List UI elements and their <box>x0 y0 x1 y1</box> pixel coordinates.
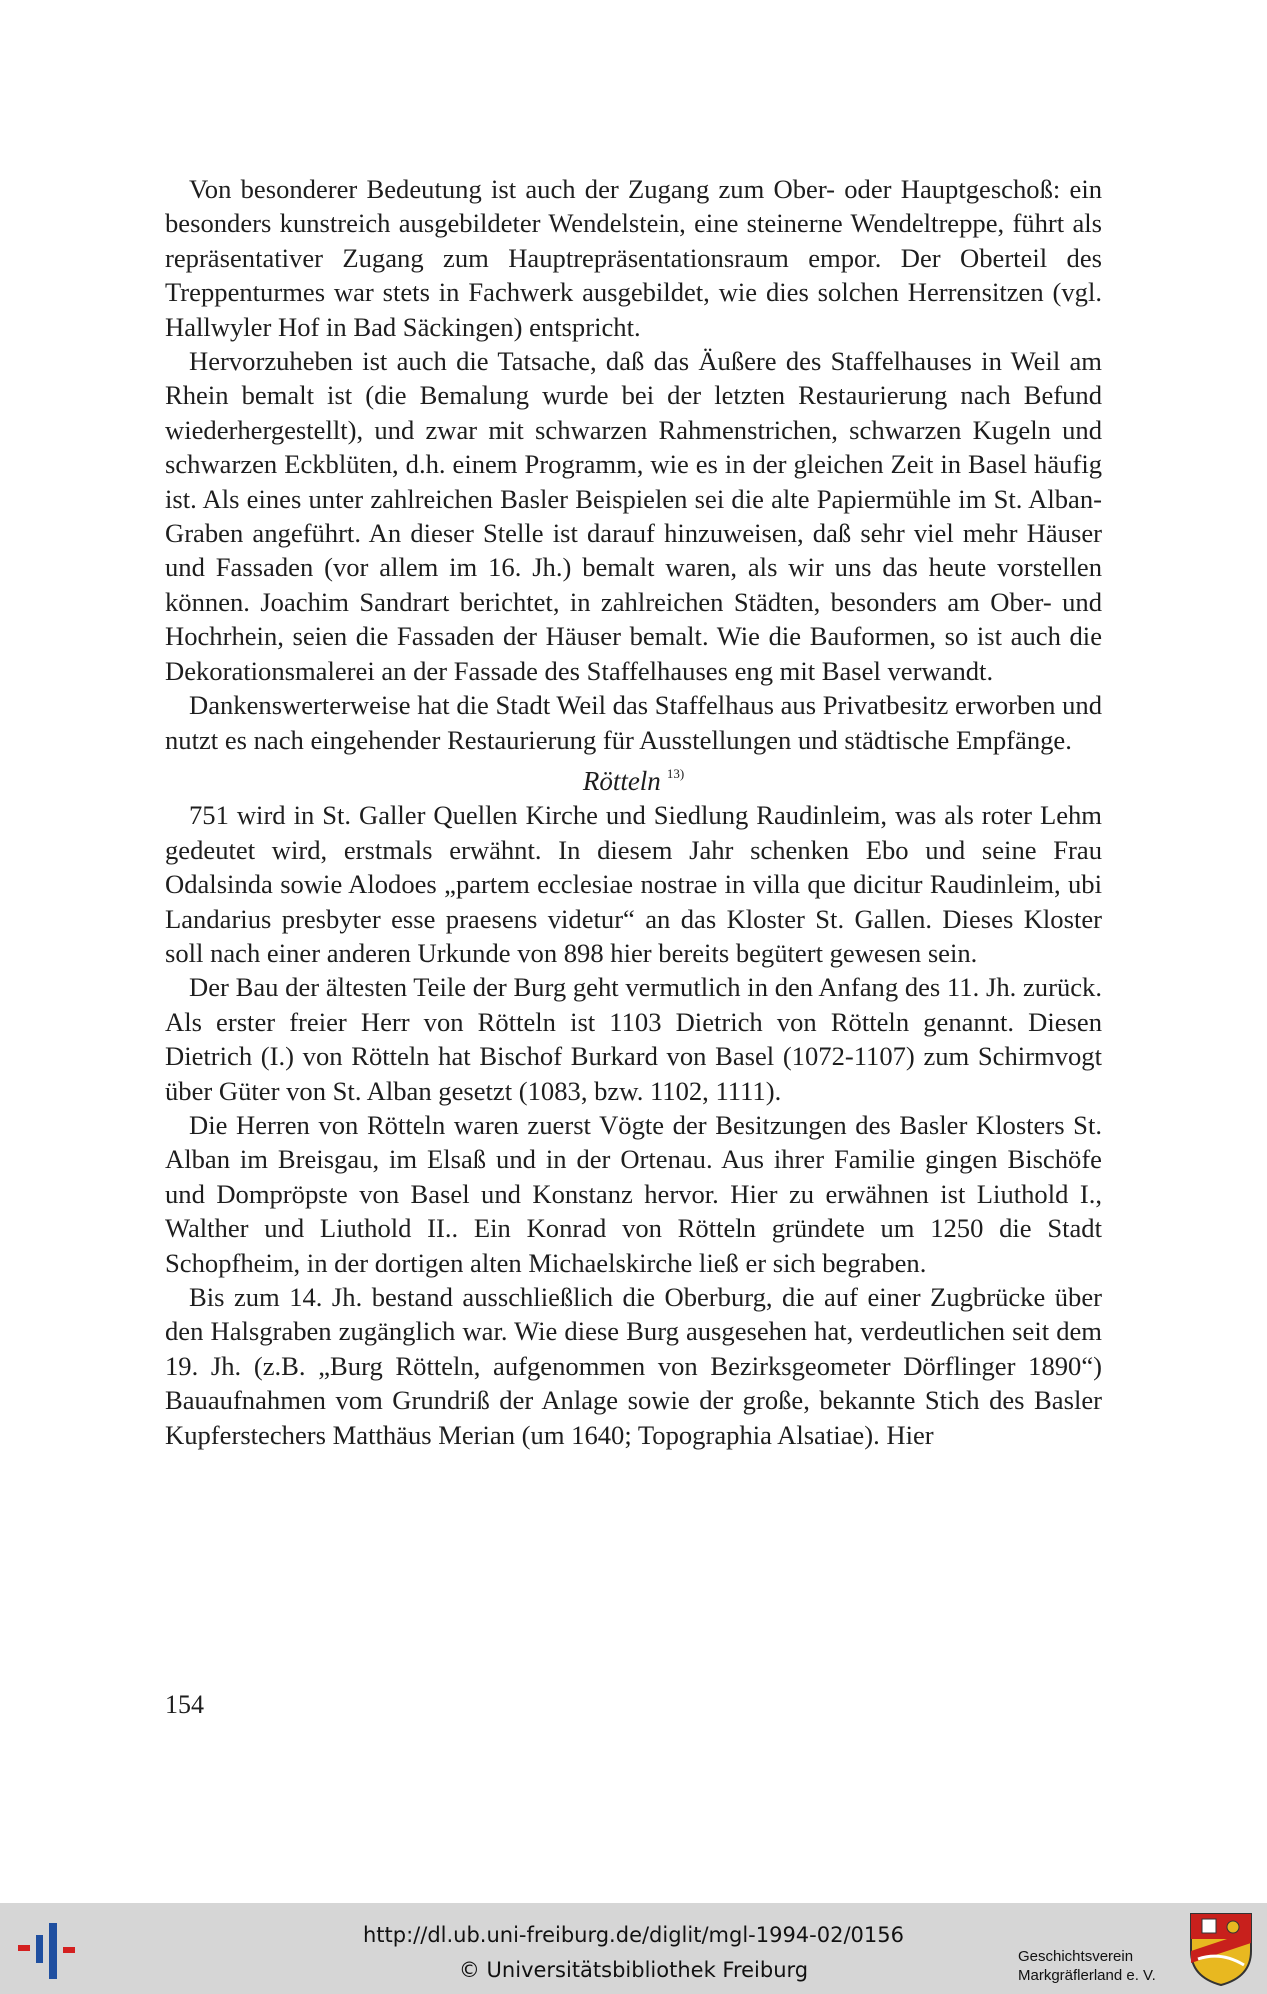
section-heading <box>165 757 1102 798</box>
paragraph: Von besonderer Bedeutung ist auch der Zugang zum Ober- oder Hauptgeschoß: ein besonders kunstreich ausgebildeter Wendelstein, eine steinerne Wendeltreppe, führt als repräsentativer Zugang zum Hauptrepräsentationsraum empor. Der Oberteil des Treppenturmes war stets in Fachwerk ausgebildet, wie dies solchen Herrensitzen (vgl. Hallwyler Hof in Bad Säckingen) entspricht. <box>165 174 1102 342</box>
paragraph: Die Herren von Rötteln waren zuerst Vögte der Besitzungen des Basler Klosters St. Alban im Breisgau, im Elsaß und in der Ortenau. Aus ihrer Familie gingen Bischöfe und Dompröpste von Basel und Konstanz hervor. Hier zu erwähnen ist Liuthold I., Walther und Liuthold II.. Ein Konrad von Rötteln gründete um 1250 die Stadt Schopfheim, in der dortigen alten Michaelskirche ließ er sich begraben. <box>165 1109 1102 1278</box>
paragraph: Dankenswerterweise hat die Stadt Weil das Staffelhaus aus Privatbesitz erworben und nutzt es nach eingehender Restaurierung für Ausstellungen und städtische Empfänge. <box>165 690 1102 755</box>
verein-line-1: Geschichtsverein <box>1018 1948 1134 1965</box>
footer-url-link[interactable]: http://dl.ub.uni-freiburg.de/diglit/mgl-1994-02/0156 <box>362 1923 904 1947</box>
section-title: Rötteln <box>582 765 661 796</box>
paragraph: Hervorzuheben ist auch die Tatsache, daß das Äußere des Staffelhauses in Weil am Rhein bemalt ist (die Bemalung wurde bei der letzten Restaurierung nach Befund wiederhergestellt), und zwar mit schwarzen Rahmenstrichen, schwarzen Kugeln und schwarzen Eckblüten, d.h. einem Programm, wie es in der gleichen Zeit in Basel häufig ist. Als eines unter zahlreichen Basler Beispielen sei die alte Papiermühle im St. Alban-Graben angeführt. An dieser Stelle ist darauf hinzuweisen, daß sehr viel mehr Häuser und Fassaden (vor allem im 16. Jh.) bemalt waren, als wir uns das heute vorstellen können. Joachim Sandrart berichtet, in zahlreichen Städten, besonders am Ober- und Hochrhein, seien die Fassaden der Häuser bemalt. Wie die Bauformen, so ist auch die Dekorationsmalerei an der Fassade des Staffelhauses eng mit Basel verwandt. <box>165 346 1102 686</box>
footer-bar <box>0 1903 1267 1994</box>
verein-line-2: Markgräflerland e. V. <box>1018 1967 1156 1984</box>
page-body <box>165 172 1102 1452</box>
page-number: 154 <box>165 1690 204 1719</box>
paragraph: Der Bau der ältesten Teile der Burg geht vermutlich in den Anfang des 11. Jh. zurück. Als erster freier Herr von Rötteln ist 1103 Dietrich von Rötteln genannt. Diesen Dietrich (I.) von Rötteln hat Bischof Burkard von Basel (1072-1107) zum Schirmvogt über Güter von St. Alban gesetzt (1083, bzw. 1102, 1111). <box>165 972 1102 1106</box>
footnote-marker: 13) <box>666 765 685 781</box>
paragraph: Bis zum 14. Jh. bestand ausschließlich die Oberburg, die auf einer Zugbrücke über den Halsgraben zugänglich war. Wie diese Burg ausgesehen hat, verdeutlichen seit dem 19. Jh. (z.B. „Burg Rötteln, aufgenommen von Bezirksgeometer Dörflinger 1890“) Bauaufnahmen vom Grundriß der Anlage sowie der große, bekannte Stich des Basler Kupferstechers Matthäus Merian (um 1640; Topographia Alsatiae). Hier <box>165 1282 1102 1450</box>
paragraph: 751 wird in St. Galler Quellen Kirche und Siedlung Raudinleim, was als roter Lehm gedeutet wird, erstmals erwähnt. In diesem Jahr schenken Ebo und seine Frau Odalsinda sowie Alodoes „partem ecclesiae nostrae in villa que dicitur Raudinleim, ubi Landarius presbyter esse praesens videtur“ an das Kloster St. Gallen. Dieses Kloster soll nach einer anderen Urkunde von 898 hier bereits begütert gewesen sein. <box>165 800 1102 968</box>
verein-name <box>1018 1947 1156 1985</box>
footer-copyright: © Universitätsbibliothek Freiburg <box>458 1958 809 1982</box>
markgraeflerland-crest-icon <box>1188 1911 1254 1987</box>
